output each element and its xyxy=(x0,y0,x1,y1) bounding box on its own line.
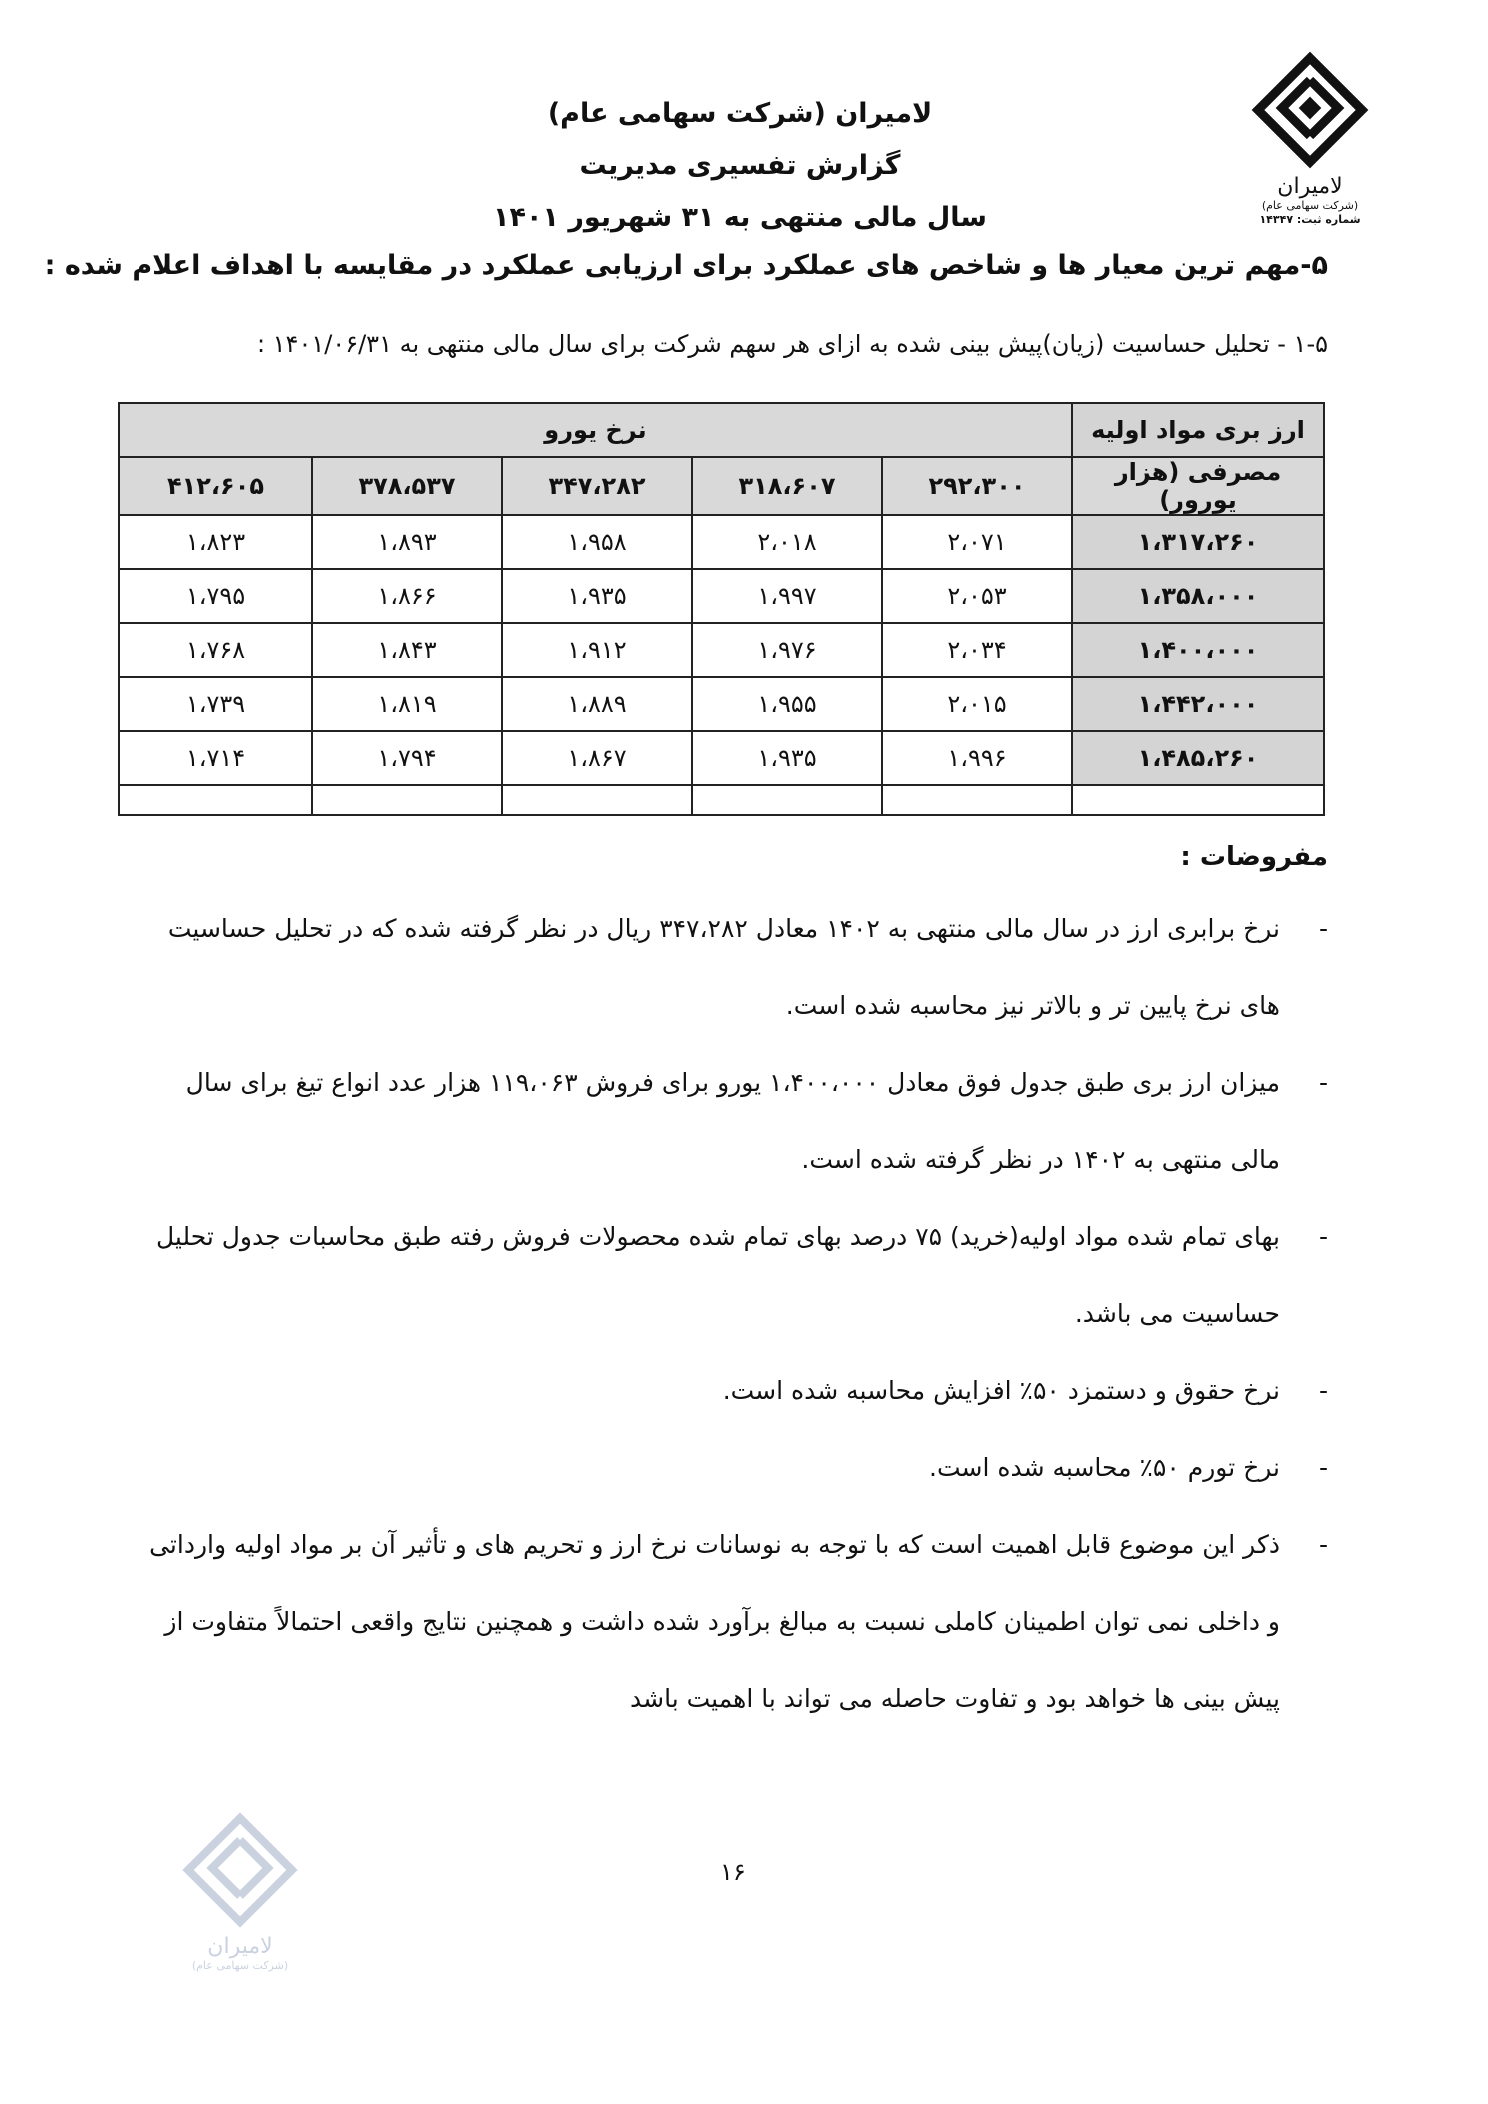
company-title: لامیران (شرکت سهامی عام) xyxy=(547,98,933,129)
report-title: گزارش تفسیری مدیریت xyxy=(579,150,901,181)
table-cell: ۱،۹۵۵ xyxy=(692,677,882,731)
table-cell: ۱،۷۶۸ xyxy=(119,623,312,677)
empty-cell xyxy=(502,785,692,815)
table-row xyxy=(119,677,1324,731)
assumptions-title: مفروضات : xyxy=(1180,842,1328,872)
logo-name: لامیران xyxy=(1277,174,1343,199)
list-item xyxy=(148,1198,1328,1352)
empty-cell xyxy=(882,785,1072,815)
table-cell: ۲،۰۷۱ xyxy=(882,515,1072,569)
assumptions-list xyxy=(148,890,1328,1737)
table-empty-row xyxy=(119,785,1324,815)
lamiran-logo-icon xyxy=(1250,50,1370,170)
assumption-text: نرخ تورم ۵۰٪ محاسبه شده است. xyxy=(929,1453,1280,1482)
lamiran-watermark-icon xyxy=(180,1810,300,1930)
table-cell: ۱،۸۶۷ xyxy=(502,731,692,785)
table-cell: ۱،۷۱۴ xyxy=(119,731,312,785)
list-dash: - xyxy=(1318,914,1328,943)
group-header: نرخ یورو xyxy=(119,403,1072,457)
table-cell: ۱،۷۹۵ xyxy=(119,569,312,623)
table-header-row-1 xyxy=(119,403,1324,457)
assumption-text: بهای تمام شده مواد اولیه(خرید) ۷۵ درصد بهای تمام شده محصولات فروش رفته طبق محاسبات جدول تحلیل حساسیت می باشد. xyxy=(155,1222,1280,1328)
column-header: ۳۱۸،۶۰۷ xyxy=(692,457,882,515)
table-cell: ۱،۸۹۳ xyxy=(312,515,502,569)
report-header xyxy=(340,88,1140,244)
table-cell: ۱،۹۳۵ xyxy=(502,569,692,623)
list-item xyxy=(148,890,1328,1044)
row-label: ۱،۳۱۷،۲۶۰ xyxy=(1072,515,1324,569)
list-item xyxy=(148,1044,1328,1198)
table-cell: ۱،۷۳۹ xyxy=(119,677,312,731)
table-row xyxy=(119,623,1324,677)
table-cell: ۲،۰۱۵ xyxy=(882,677,1072,731)
row-header-label-line2: مصرفی (هزار یورور) xyxy=(1072,457,1324,515)
table-cell: ۱،۹۹۶ xyxy=(882,731,1072,785)
row-label: ۱،۴۸۵،۲۶۰ xyxy=(1072,731,1324,785)
sensitivity-table xyxy=(118,402,1325,816)
assumption-text: نرخ برابری ارز در سال مالی منتهی به ۱۴۰۲ معادل ۳۴۷،۲۸۲ ریال در نظر گرفته شده که در تحلیل حساسیت های نرخ پایین تر و بالاتر نیز محاسبه شده است. xyxy=(167,914,1280,1020)
table-cell: ۱،۹۱۲ xyxy=(502,623,692,677)
list-item xyxy=(148,1352,1328,1429)
empty-cell xyxy=(1072,785,1324,815)
table-cell: ۲،۰۱۸ xyxy=(692,515,882,569)
empty-cell xyxy=(119,785,312,815)
subsection-heading: ۱-۵ - تحلیل حساسیت (زیان)پیش بینی شده به ازای هر سهم شرکت برای سال مالی منتهی به ۱۴۰۱/۰۶/۳۱ : xyxy=(256,330,1328,358)
sensitivity-table-container xyxy=(120,402,1325,816)
list-dash: - xyxy=(1318,1453,1328,1482)
column-header: ۳۷۸،۵۳۷ xyxy=(312,457,502,515)
section-heading: ۵-مهم ترین معیار ها و شاخص های عملکرد برای ارزیابی عملکرد در مقایسه با اهداف اعلام شده : xyxy=(44,250,1328,281)
list-item xyxy=(148,1506,1328,1737)
logo-watermark xyxy=(170,1810,310,1972)
table-cell: ۱،۸۱۹ xyxy=(312,677,502,731)
table-cell: ۱،۷۹۴ xyxy=(312,731,502,785)
table-cell: ۱،۸۴۳ xyxy=(312,623,502,677)
table-row xyxy=(119,731,1324,785)
table-row xyxy=(119,569,1324,623)
assumption-text: ذکر این موضوع قابل اهمیت است که با توجه به نوسانات نرخ ارز و تحریم های و تأثیر آن بر مواد اولیه وارداتی و داخلی نمی توان اطمینان کاملی نسبت به مبالغ برآورد شده داشت و همچنین نتایج واقعی احتمالاً متفاوت از پیش بینی ها خواهد بود و تفاوت حاصله می تواند با اهمیت باشد xyxy=(149,1530,1280,1713)
assumption-text: نرخ حقوق و دستمزد ۵۰٪ افزایش محاسبه شده است. xyxy=(722,1376,1280,1405)
list-dash: - xyxy=(1318,1530,1328,1559)
table-row xyxy=(119,515,1324,569)
column-header: ۲۹۲،۳۰۰ xyxy=(882,457,1072,515)
table-cell: ۱،۹۵۸ xyxy=(502,515,692,569)
period-title: سال مالی منتهی به ۳۱ شهریور ۱۴۰۱ xyxy=(493,202,987,233)
row-label: ۱،۴۴۲،۰۰۰ xyxy=(1072,677,1324,731)
column-header: ۴۱۲،۶۰۵ xyxy=(119,457,312,515)
list-dash: - xyxy=(1318,1068,1328,1097)
empty-cell xyxy=(312,785,502,815)
watermark-subtitle: (شرکت سهامی عام) xyxy=(191,1959,289,1972)
table-cell: ۱،۹۷۶ xyxy=(692,623,882,677)
table-cell: ۱،۹۳۵ xyxy=(692,731,882,785)
table-header-row-2 xyxy=(119,457,1324,515)
page-number: ۱۶ xyxy=(720,1858,746,1886)
list-item xyxy=(148,1429,1328,1506)
row-label: ۱،۳۵۸،۰۰۰ xyxy=(1072,569,1324,623)
list-dash: - xyxy=(1318,1376,1328,1405)
company-logo xyxy=(1235,50,1385,227)
row-label: ۱،۴۰۰،۰۰۰ xyxy=(1072,623,1324,677)
list-dash: - xyxy=(1318,1222,1328,1251)
table-cell: ۱،۸۲۳ xyxy=(119,515,312,569)
logo-subtitle: (شرکت سهامی عام) xyxy=(1261,199,1359,212)
table-cell: ۱،۸۸۹ xyxy=(502,677,692,731)
table-cell: ۱،۸۶۶ xyxy=(312,569,502,623)
logo-registration: شماره ثبت: ۱۴۳۴۷ xyxy=(1259,213,1361,226)
empty-cell xyxy=(692,785,882,815)
column-header: ۳۴۷،۲۸۲ xyxy=(502,457,692,515)
row-header-label-line1: ارز بری مواد اولیه xyxy=(1072,403,1324,457)
assumption-text: میزان ارز بری طبق جدول فوق معادل ۱،۴۰۰،۰۰۰ یورو برای فروش ۱۱۹،۰۶۳ هزار عدد انواع تیغ برای سال مالی منتهی به ۱۴۰۲ در نظر گرفته شده است. xyxy=(185,1068,1280,1174)
table-cell: ۲،۰۵۳ xyxy=(882,569,1072,623)
table-cell: ۱،۹۹۷ xyxy=(692,569,882,623)
table-cell: ۲،۰۳۴ xyxy=(882,623,1072,677)
watermark-name: لامیران xyxy=(207,1934,273,1959)
